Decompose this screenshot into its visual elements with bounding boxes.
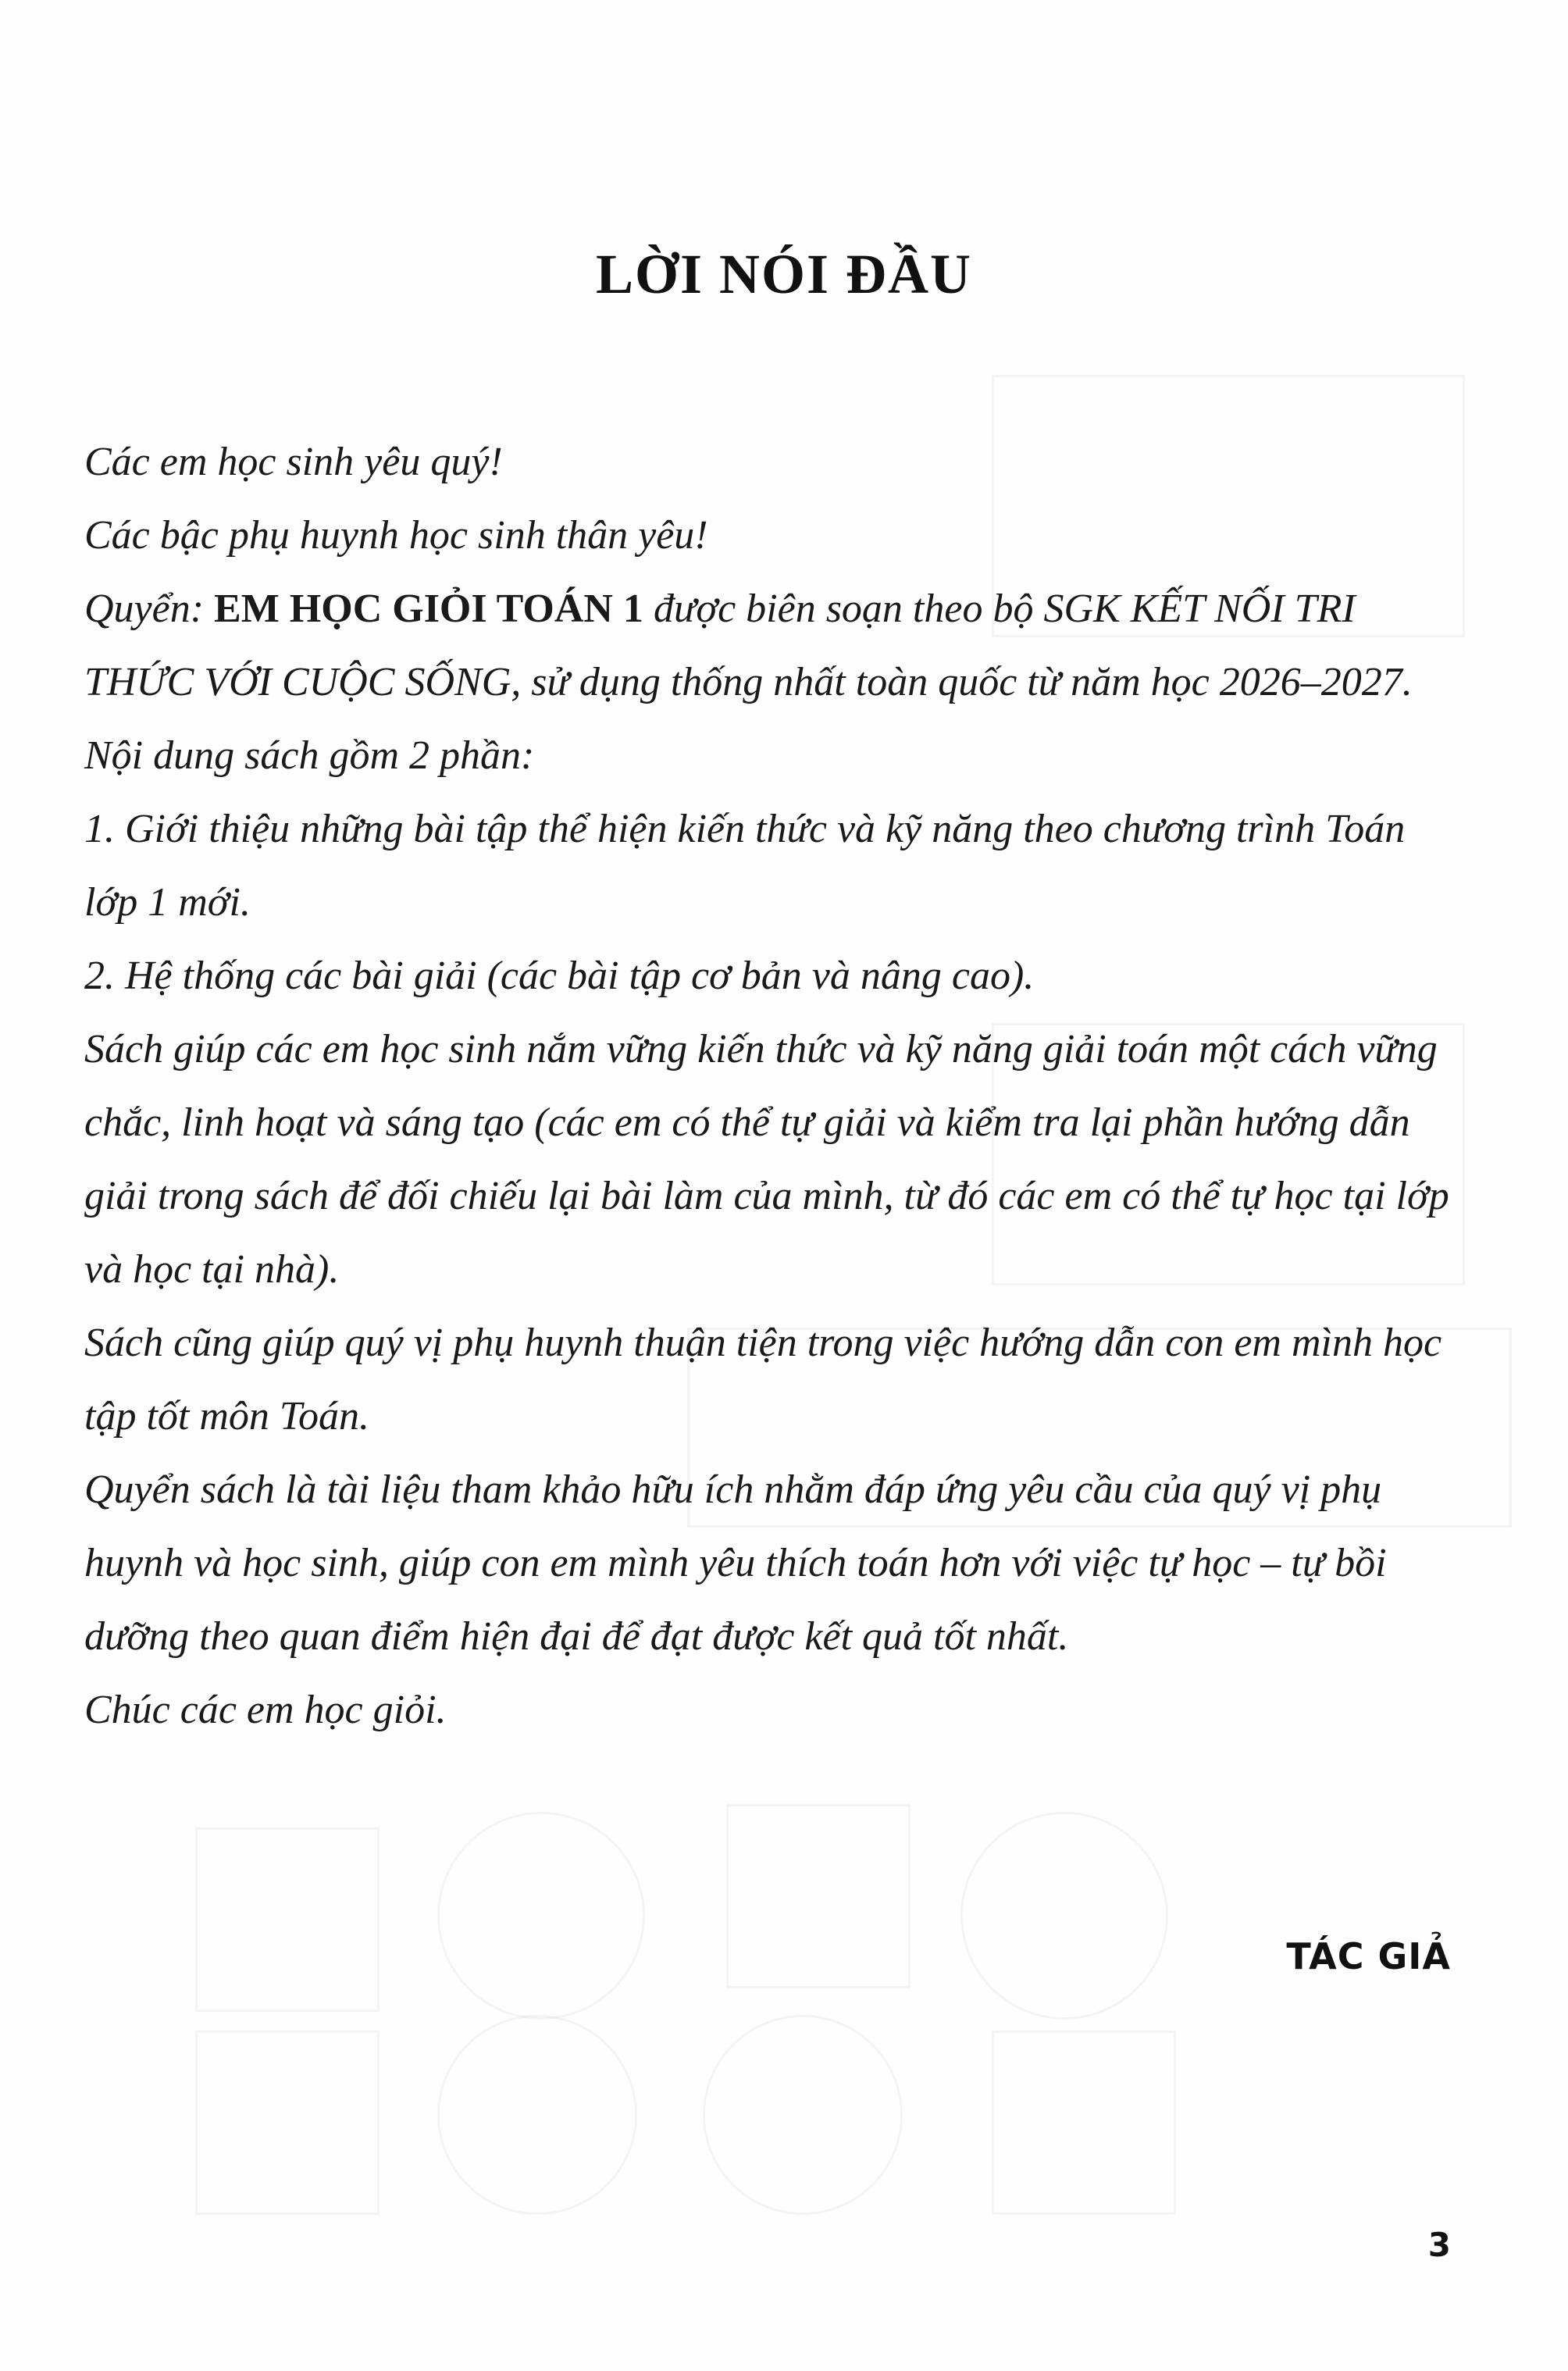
- bleed-through-square: [992, 2031, 1176, 2215]
- bleed-through-circle: [437, 2015, 637, 2215]
- page-number: 3: [1427, 2226, 1451, 2264]
- bleed-through-square: [195, 2031, 380, 2215]
- body-text: [84, 426, 1460, 1747]
- intro-paragraph: [84, 572, 1460, 793]
- greeting-students: Các em học sinh yêu quý!: [84, 440, 503, 484]
- part-1-item: 1. Giới thiệu những bài tập thể hiện kiến thức và kỹ năng theo chương trình Toán lớp 1 mới.: [84, 807, 1406, 925]
- closing-line: Chúc các em học giỏi.: [84, 1688, 447, 1732]
- part-2-item: 2. Hệ thống các bài giải (các bài tập cơ bản và nâng cao).: [84, 954, 1035, 998]
- bleed-through-square: [726, 1804, 911, 1988]
- book-name: EM HỌC GIỎI TOÁN 1: [214, 587, 643, 631]
- page-title: LỜI NÓI ĐẦU: [595, 243, 973, 305]
- paragraph-students: Sách giúp các em học sinh nắm vững kiến thức và kỹ năng giải toán một cách vững chắc, linh hoạt và sáng tạo (các em có thể tự giải và kiểm tra lại phần hướng dẫn giải trong sách để đối chiếu lại bài làm của mình, từ đó các em có thể tự học tại lớp và học tại nhà).: [84, 1027, 1449, 1292]
- bleed-through-circle: [437, 1812, 645, 2020]
- intro-rest: được biên soạn theo bộ SGK KẾT NỐI TRI THỨC VỚI CUỘC SỐNG, sử dụng thống nhất toàn quốc từ năm học 2026–2027. Nội dung sách gồm 2 phần:: [84, 587, 1413, 778]
- paragraph-parents: Sách cũng giúp quý vị phụ huynh thuận tiện trong việc hướng dẫn con em mình học tập tốt môn Toán.: [84, 1321, 1442, 1439]
- paragraph-reference: Quyển sách là tài liệu tham khảo hữu ích nhằm đáp ứng yêu cầu của quý vị phụ huynh và học sinh, giúp con em mình yêu thích toán hơn với việc tự học – tự bồi dưỡng theo quan điểm hiện đại để đạt được kết quả tốt nhất.: [84, 1467, 1387, 1659]
- author-signature: TÁC GIẢ: [1286, 1935, 1451, 1977]
- greeting-parents: Các bậc phụ huynh học sinh thân yêu!: [84, 513, 708, 558]
- intro-prefix: Quyển:: [84, 587, 215, 631]
- bleed-through-circle: [703, 2015, 903, 2215]
- bleed-through-square: [195, 1827, 380, 2012]
- bleed-through-circle: [960, 1812, 1168, 2020]
